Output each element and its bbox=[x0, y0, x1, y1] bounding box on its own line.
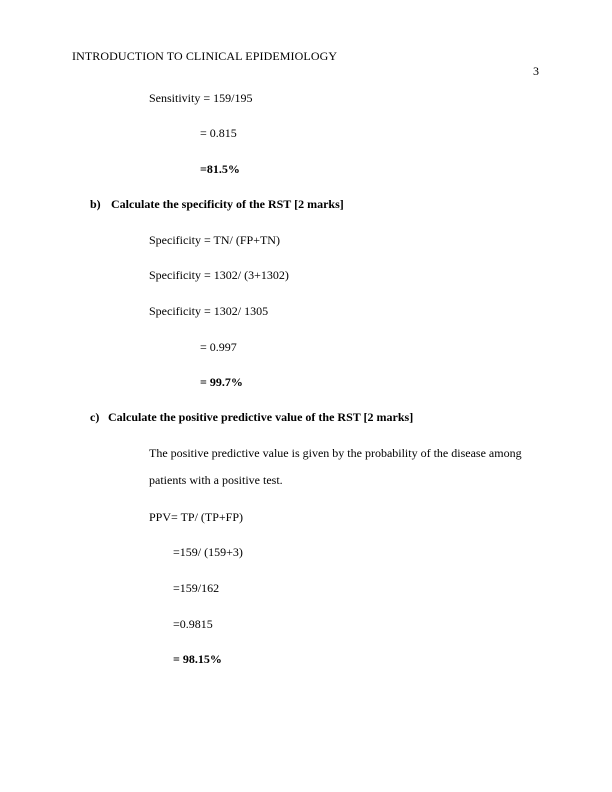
sensitivity-formula: Sensitivity = 159/195 bbox=[149, 91, 253, 105]
specificity-percent: = 99.7% bbox=[200, 375, 243, 389]
question-c-heading bbox=[90, 410, 413, 424]
question-c-label: c) bbox=[90, 410, 100, 424]
ppv-formula: PPV= TP/ (TP+FP) bbox=[149, 510, 244, 524]
running-header: INTRODUCTION TO CLINICAL EPIDEMIOLOGY bbox=[72, 49, 338, 63]
question-b-label: b) bbox=[90, 197, 101, 211]
ppv-percent: = 98.15% bbox=[173, 652, 222, 666]
sensitivity-decimal: = 0.815 bbox=[200, 126, 237, 140]
sensitivity-percent: =81.5% bbox=[200, 162, 240, 176]
specificity-formula: Specificity = TN/ (FP+TN) bbox=[149, 233, 280, 247]
ppv-explanation-line-1: The positive predictive value is given by the probability of the disease among bbox=[149, 446, 522, 460]
question-c-text: Calculate the positive predictive value of the RST [2 marks] bbox=[108, 410, 414, 424]
ppv-explanation-line-2: patients with a positive test. bbox=[149, 473, 283, 487]
question-b-heading bbox=[90, 197, 344, 211]
specificity-substitution: Specificity = 1302/ (3+1302) bbox=[149, 268, 289, 282]
ppv-decimal: =0.9815 bbox=[173, 617, 213, 631]
page-number: 3 bbox=[533, 64, 539, 78]
question-b-text: Calculate the specificity of the RST [2 marks] bbox=[111, 197, 344, 211]
ppv-substitution: =159/ (159+3) bbox=[173, 545, 243, 559]
ppv-fraction: =159/162 bbox=[173, 581, 220, 595]
specificity-decimal: = 0.997 bbox=[200, 340, 237, 354]
specificity-fraction: Specificity = 1302/ 1305 bbox=[149, 304, 269, 318]
